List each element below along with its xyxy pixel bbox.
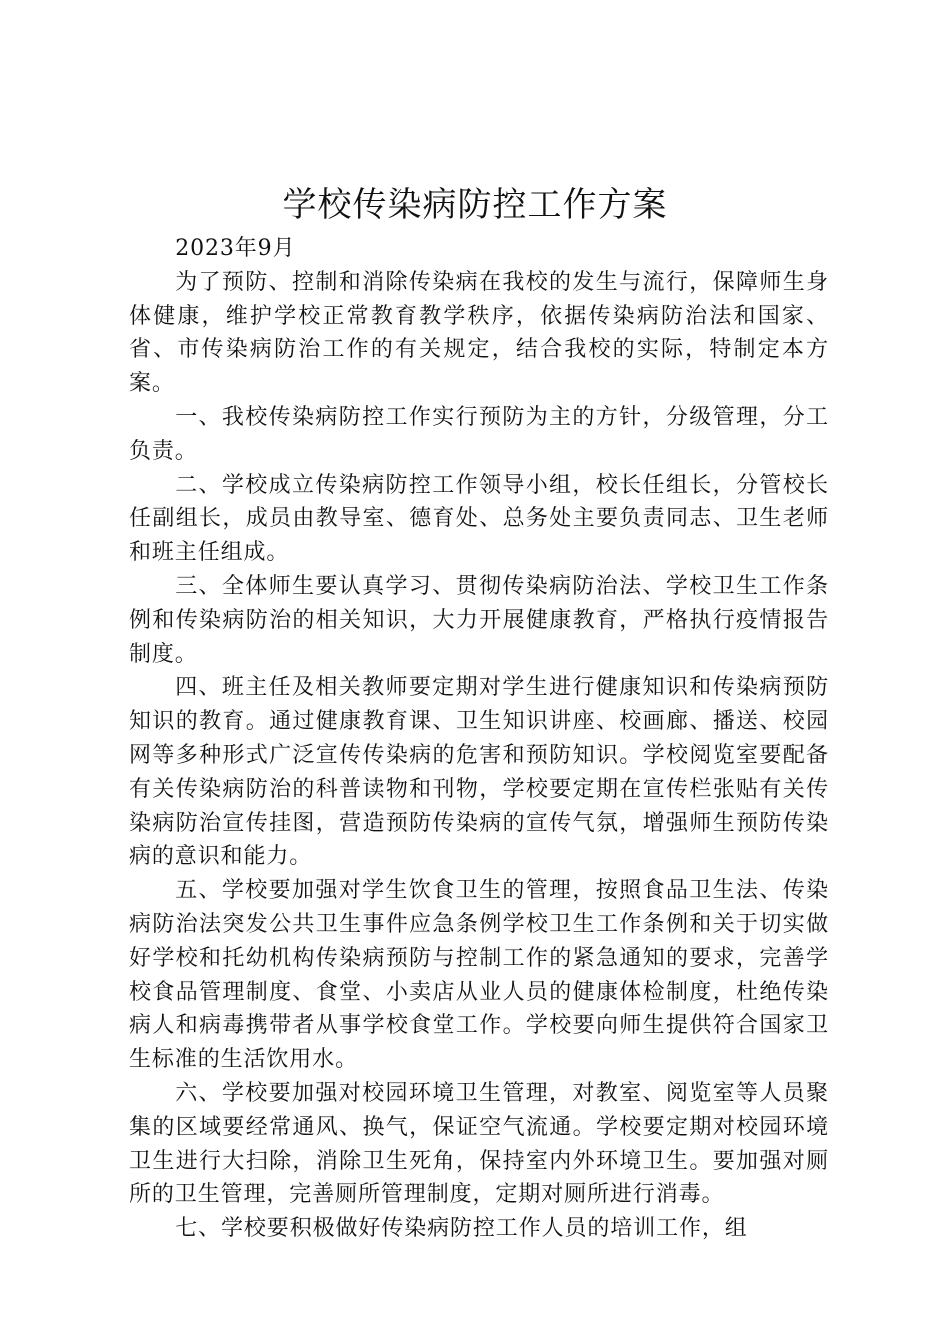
paragraph-3: 三、全体师生要认真学习、贯彻传染病防治法、学校卫生工作条例和传染病防治的相关知识，大力开展健康教育，严格执行疫情报告制度。	[129, 573, 829, 667]
paragraph-intro: 为了预防、控制和消除传染病在我校的发生与流行，保障师生身体健康，维护学校正常教育教学秩序，依据传染病防治法和国家、省、市传染病防治工作的有关规定，结合我校的实际，特制定本方案。	[129, 269, 829, 397]
paragraph-6: 六、学校要加强对校园环境卫生管理，对教室、阅览室等人员聚集的区域要经常通风、换气，保证空气流通。学校要定期对校园环境卫生进行大扫除，消除卫生死角，保持室内外环境卫生。要加强对厕所的卫生管理，完善厕所管理制度，定期对厕所进行消毒。	[129, 1080, 829, 1208]
document-date: 2023年9月	[175, 236, 296, 261]
paragraph-2: 二、学校成立传染病防控工作领导小组，校长任组长，分管校长任副组长，成员由教导室、德育处、总务处主要负责同志、卫生老师和班主任组成。	[129, 472, 829, 566]
paragraph-1: 一、我校传染病防控工作实行预防为主的方针，分级管理，分工负责。	[129, 404, 829, 464]
paragraph-4: 四、班主任及相关教师要定期对学生进行健康知识和传染病预防知识的教育。通过健康教育课、卫生知识讲座、校画廊、播送、校园网等多种形式广泛宣传传染病的危害和预防知识。学校阅览室要配备有关传染病防治的科普读物和刊物，学校要定期在宣传栏张贴有关传染病防治宣传挂图，营造预防传染病的宣传气氛，增强师生预防传染病的意识和能力。	[129, 675, 829, 870]
document-body	[129, 232, 829, 1246]
paragraph-5: 五、学校要加强对学生饮食卫生的管理，按照食品卫生法、传染病防治法突发公共卫生事件应急条例学校卫生工作条例和关于切实做好学校和托幼机构传染病预防与控制工作的紧急通知的要求，完善学校食品管理制度、食堂、小卖店从业人员的健康体检制度，杜绝传染病人和病毒携带者从事学校食堂工作。学校要向师生提供符合国家卫生标准的生活饮用水。	[129, 878, 829, 1073]
paragraph-7: 七、学校要积极做好传染病防控工作人员的培训工作，组	[175, 1216, 748, 1242]
document-title: 学校传染病防控工作方案	[282, 185, 668, 225]
